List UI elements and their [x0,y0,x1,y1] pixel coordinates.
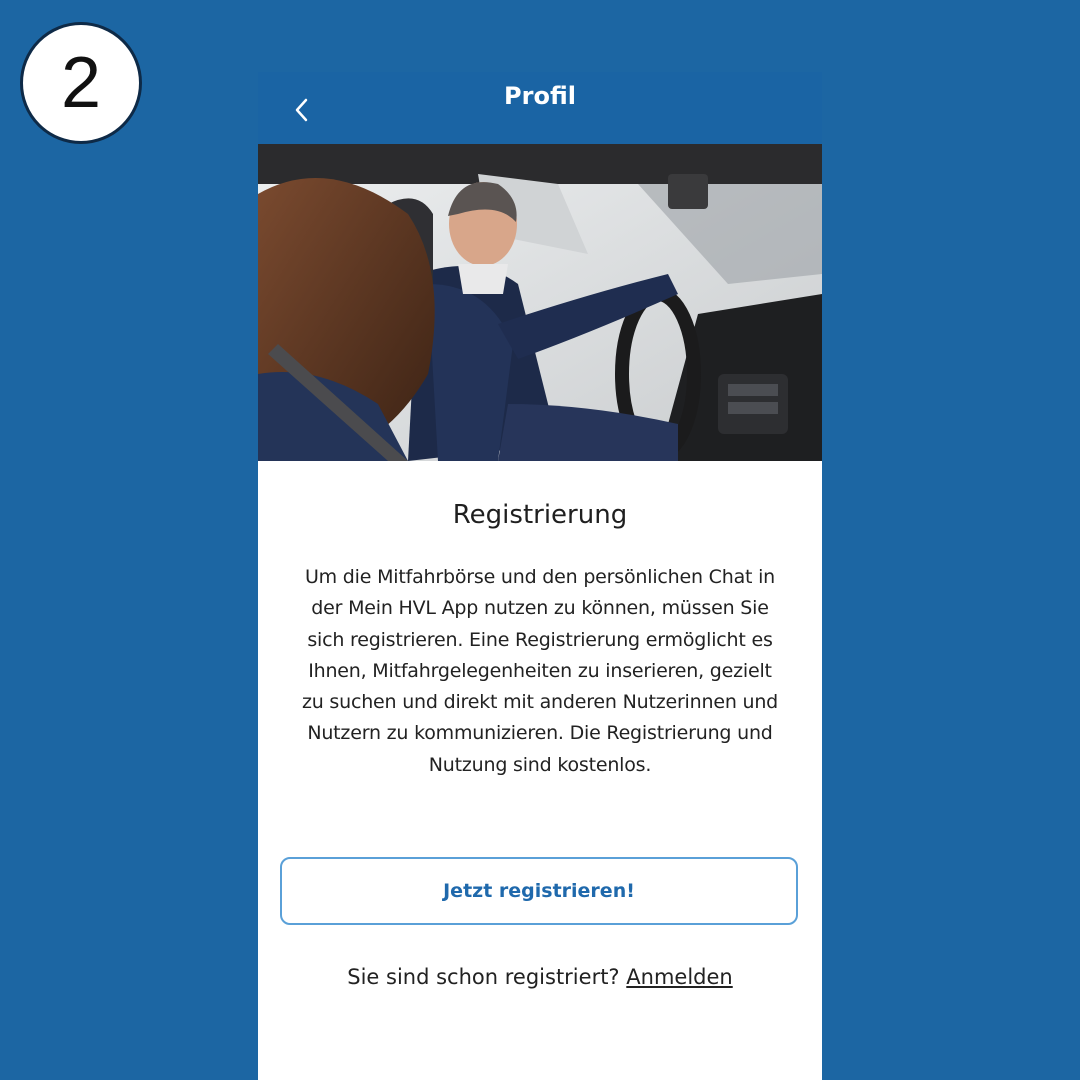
login-prompt-text: Sie sind schon registriert? [347,965,620,989]
login-prompt-row [258,965,822,989]
car-scene-illustration [258,144,822,461]
registration-title: Registrierung [452,500,628,530]
step-number: 2 [60,43,102,123]
login-link[interactable]: Anmelden [626,965,733,989]
register-button[interactable]: Jetzt registrieren! [280,857,798,925]
app-header [258,72,822,144]
hero-image [258,144,822,461]
step-number-badge [20,22,142,144]
page-title: Profil [504,82,576,110]
phone-screen [258,72,822,1080]
registration-description: Um die Mitfahrbörse und den persönlichen Chat in der Mein HVL App nutzen zu können, müssen Sie sich registrieren. Eine Registrierung ermöglicht es Ihnen, Mitfahrgelegenheiten zu inserieren, gezielt zu suchen und direkt mit anderen Nutzerinnen und Nutzern zu kommunizieren. Die Registrierung und Nutzung sind kostenlos. [301,566,779,776]
